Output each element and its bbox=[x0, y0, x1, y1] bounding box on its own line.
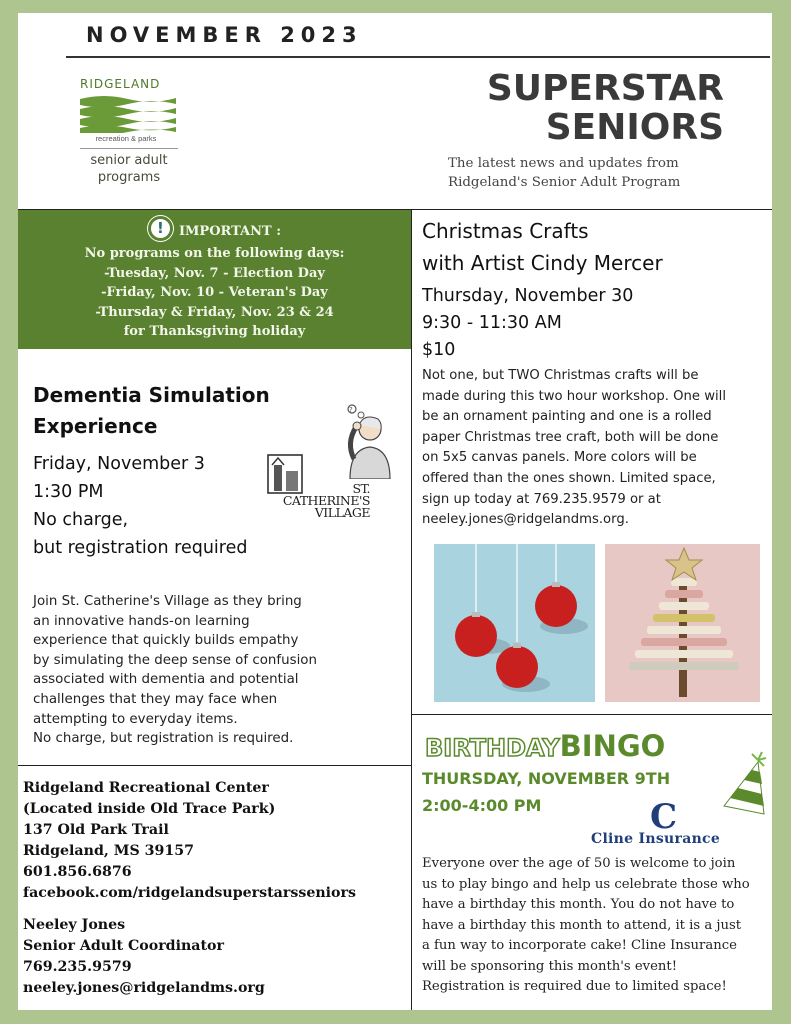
newsletter-subtitle bbox=[448, 154, 680, 192]
body-line: paper Christmas tree craft, both will be done bbox=[422, 429, 719, 445]
contact-line: 769.235.9579 bbox=[23, 959, 132, 975]
subtitle-line: The latest news and updates from bbox=[448, 156, 679, 171]
body-line: on 5x5 canvas panels. More colors will be bbox=[422, 450, 697, 466]
body-line: associated with dementia and potential bbox=[33, 672, 299, 688]
email-link[interactable]: neeley.jones@ridgelandms.org. bbox=[422, 512, 629, 528]
logo-program-label bbox=[80, 152, 178, 186]
contact-line: 137 Old Park Trail bbox=[23, 822, 169, 838]
month-heading: NOVEMBER 2023 bbox=[86, 23, 363, 47]
event-time: 1:30 PM bbox=[33, 482, 104, 502]
body-line: challenges that they may face when bbox=[33, 691, 278, 707]
body-line: an innovative hands-on learning bbox=[33, 613, 250, 629]
logo-program-line: senior adult bbox=[90, 153, 168, 168]
st-catherines-wordmark bbox=[268, 483, 370, 519]
newsletter-title bbox=[487, 69, 724, 147]
contact-line: Senior Adult Coordinator bbox=[23, 938, 224, 954]
event-cost: but registration required bbox=[33, 538, 248, 558]
header-rule bbox=[66, 56, 770, 58]
bingo-title-solid: BINGO bbox=[559, 729, 666, 763]
section-divider bbox=[18, 765, 411, 766]
title-line: SUPERSTAR bbox=[486, 68, 724, 109]
title-line: SENIORS bbox=[545, 107, 724, 148]
notice-line: -Friday, Nov. 10 - Veteran's Day bbox=[101, 285, 328, 300]
dementia-details bbox=[33, 450, 247, 562]
event-date: Thursday, November 30 bbox=[422, 286, 634, 306]
body-line: will be sponsoring this month's event! bbox=[422, 958, 678, 974]
body-line: sign up today at 769.235.9579 or at bbox=[422, 491, 661, 507]
body-line: by simulating the deep sense of confusion bbox=[33, 652, 317, 668]
body-line: have a birthday this month. You do not have to bbox=[422, 897, 735, 912]
bingo-date: THURSDAY, NOVEMBER 9TH bbox=[422, 769, 671, 788]
partner-line: ST. bbox=[352, 481, 370, 496]
partner-line: CATHERINE'S bbox=[282, 493, 370, 508]
logo-waves-icon bbox=[80, 93, 176, 133]
section-divider bbox=[411, 714, 772, 715]
body-line: No charge, but registration is required. bbox=[33, 731, 294, 747]
event-date: Friday, November 3 bbox=[33, 454, 205, 474]
contact-line: Ridgeland, MS 39157 bbox=[23, 843, 194, 859]
event-time: 9:30 - 11:30 AM bbox=[422, 313, 562, 333]
body-line: offered than the ones shown. Limited space, bbox=[422, 470, 716, 486]
logo-name: RIDGELAND bbox=[80, 77, 161, 91]
notice-line: -Tuesday, Nov. 7 - Election Day bbox=[104, 265, 325, 281]
svg-text:?: ? bbox=[349, 406, 353, 414]
newsletter-page bbox=[18, 13, 772, 1010]
christmas-details bbox=[422, 283, 633, 364]
event-price: $10 bbox=[422, 340, 456, 360]
body-line: us to play bingo and help us celebrate those who bbox=[422, 876, 750, 892]
logo-subtitle: recreation & parks bbox=[95, 134, 157, 143]
bingo-title bbox=[425, 729, 665, 763]
title-line: Experience bbox=[33, 414, 158, 438]
contact-line: (Located inside Old Trace Park) bbox=[23, 801, 276, 817]
event-cost: No charge, bbox=[33, 510, 129, 530]
subtitle-line: Ridgeland's Senior Adult Program bbox=[448, 175, 681, 190]
contact-line: Neeley Jones bbox=[23, 917, 126, 933]
christmas-title bbox=[422, 215, 663, 279]
christmas-description bbox=[422, 366, 767, 531]
notice-line: for Thanksgiving holiday bbox=[123, 324, 306, 339]
body-line: made during this two hour workshop. One will bbox=[422, 388, 726, 404]
body-line: a fun way to incorporate cake! Cline Insurance bbox=[422, 938, 737, 953]
partner-line: VILLAGE bbox=[314, 505, 370, 520]
ornament-painting-photo bbox=[434, 544, 595, 702]
important-label: IMPORTANT : bbox=[178, 224, 282, 239]
title-line: Christmas Crafts bbox=[422, 219, 589, 243]
logo-divider bbox=[80, 148, 178, 149]
coordinator-contact bbox=[23, 915, 265, 999]
notice-line: No programs on the following days: bbox=[84, 246, 345, 261]
body-line: Registration is required due to limited space! bbox=[422, 979, 727, 994]
important-notice bbox=[18, 210, 411, 349]
alert-icon: ! bbox=[148, 216, 173, 241]
party-hat-icon bbox=[722, 748, 768, 816]
cline-insurance-logo: Cline Insurance bbox=[591, 831, 721, 847]
dementia-description bbox=[33, 592, 393, 749]
email-link[interactable]: neeley.jones@ridgelandms.org bbox=[23, 980, 265, 996]
bingo-description bbox=[422, 854, 772, 998]
contact-line: Ridgeland Recreational Center bbox=[23, 780, 269, 796]
body-line: experience that quickly builds empathy bbox=[33, 633, 299, 649]
body-line: attempting to everyday items. bbox=[33, 711, 238, 727]
title-line: with Artist Cindy Mercer bbox=[422, 251, 663, 275]
dementia-title bbox=[33, 380, 313, 442]
cline-insurance-logo-icon: C bbox=[650, 797, 678, 837]
body-line: be an ornament painting and one is a rolled bbox=[422, 409, 712, 425]
rolled-paper-tree-photo bbox=[605, 544, 760, 702]
body-line: Not one, but TWO Christmas crafts will be bbox=[422, 368, 699, 383]
ridgeland-logo bbox=[80, 77, 180, 186]
facebook-link[interactable]: facebook.com/ridgelandsuperstarsseniors bbox=[23, 885, 356, 901]
body-line: have a birthday this month to attend, it is a just bbox=[422, 917, 742, 933]
title-line: Dementia Simulation bbox=[33, 383, 270, 407]
bingo-time: 2:00-4:00 PM bbox=[422, 796, 542, 815]
body-line: Join St. Catherine's Village as they bring bbox=[33, 594, 302, 609]
center-contact bbox=[23, 778, 356, 904]
body-line: Everyone over the age of 50 is welcome to join bbox=[422, 856, 736, 871]
notice-line: -Thursday & Friday, Nov. 23 & 24 bbox=[95, 304, 334, 320]
contact-line: 601.856.6876 bbox=[23, 864, 132, 880]
column-divider bbox=[411, 209, 412, 1010]
bingo-title-outline: BIRTHDAY bbox=[425, 734, 560, 762]
logo-program-line: programs bbox=[97, 170, 161, 185]
